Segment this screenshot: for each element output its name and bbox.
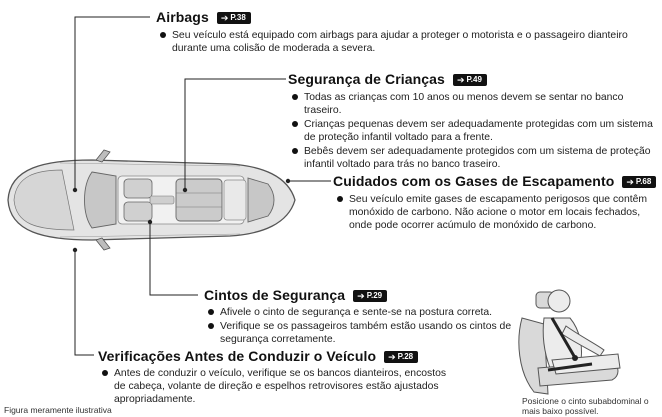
seat-belts-title: Cintos de Segurança xyxy=(204,287,346,303)
child-safety-page-ref-label: P.49 xyxy=(466,75,482,84)
list-item: Seu veículo está equipado com airbags para ajudar a proteger o motorista e o passageiro dianteiro durante uma colisão de moderada a severa. xyxy=(158,29,648,55)
pre-drive-heading xyxy=(98,348,418,364)
seat-belts-page-ref-label: P.29 xyxy=(366,291,383,300)
arrow-right-icon: ➔ xyxy=(220,13,229,23)
seated-belt-illustration xyxy=(519,290,620,394)
bullet-icon xyxy=(292,121,298,127)
exhaust-heading xyxy=(333,173,656,189)
bullet-icon xyxy=(208,323,214,329)
list-item: Bebês devem ser adequadamente protegidos com um sistema de proteção infantil voltado para trás no banco traseiro. xyxy=(290,145,658,171)
airbags-heading xyxy=(156,9,251,25)
airbags-page-ref[interactable] xyxy=(217,12,251,24)
bullet-icon xyxy=(102,370,108,376)
list-item: Verifique se os passageiros também estão usando os cintos de segurança corretamente. xyxy=(206,320,522,346)
airbags-bullets xyxy=(158,29,648,56)
exhaust-bullets xyxy=(335,193,657,233)
seat-belts-heading xyxy=(204,287,387,303)
list-item: Seu veículo emite gases de escapamento perigosos que contêm monóxido de carbono. Não acione o motor em locais fechados, onde pode ocorrer acúmulo de monóxido de carbono. xyxy=(335,193,657,232)
bullet-icon xyxy=(337,196,343,202)
arrow-right-icon: ➔ xyxy=(388,352,396,362)
bullet-icon xyxy=(208,309,214,315)
child-safety-bullets xyxy=(290,91,658,172)
child-safety-heading xyxy=(288,71,487,87)
list-item: Crianças pequenas devem ser adequadamente protegidas com um sistema de proteção infantil voltado para a frente. xyxy=(290,118,658,144)
bullet-icon xyxy=(292,148,298,154)
belt-position-caption: Posicione o cinto subabdominal o mais baixo possível. xyxy=(522,396,649,416)
pre-drive-title: Verificações Antes de Conduzir o Veículo xyxy=(98,348,377,364)
bullet-icon xyxy=(160,32,166,38)
airbags-page-ref-label: P.38 xyxy=(230,13,246,22)
list-item: Antes de conduzir o veículo, verifique se os bancos dianteiros, encostos de cabeça, volante de direção e espelhos retrovisores estão ajustados apropriadamente. xyxy=(100,367,452,406)
illustration-caption: Figura meramente ilustrativa xyxy=(4,405,112,415)
exhaust-page-ref[interactable] xyxy=(622,176,656,188)
exhaust-title: Cuidados com os Gases de Escapamento xyxy=(333,173,615,189)
leader-line-pre-drive xyxy=(75,250,94,355)
arrow-right-icon: ➔ xyxy=(626,177,634,187)
pre-drive-bullets xyxy=(100,367,452,407)
bullet-icon xyxy=(292,94,298,100)
arrow-right-icon: ➔ xyxy=(357,291,365,301)
list-item: Todas as crianças com 10 anos ou menos devem se sentar no banco traseiro. xyxy=(290,91,658,117)
pre-drive-page-ref[interactable] xyxy=(384,351,418,363)
exhaust-page-ref-label: P.68 xyxy=(635,177,652,186)
airbags-title: Airbags xyxy=(156,9,209,25)
car-top-view-illustration xyxy=(8,150,295,250)
seat-belts-bullets xyxy=(206,306,522,347)
child-safety-title: Segurança de Crianças xyxy=(288,71,445,87)
child-safety-page-ref[interactable] xyxy=(453,74,487,86)
list-item: Afivele o cinto de segurança e sente-se na postura correta. xyxy=(206,306,522,319)
arrow-right-icon: ➔ xyxy=(456,75,465,85)
seat-belts-page-ref[interactable] xyxy=(353,290,387,302)
pre-drive-page-ref-label: P.28 xyxy=(397,352,414,361)
